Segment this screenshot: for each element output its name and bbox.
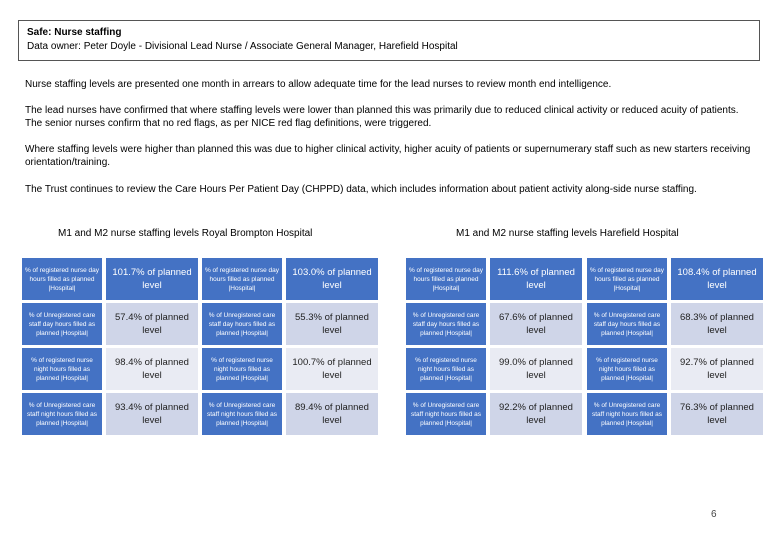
metric-value: 92.2% of planned level [490,393,582,435]
metric-value: 98.4% of planned level [106,348,198,390]
paragraph-1: Nurse staffing levels are presented one month in arrears to allow adequate time for the lead nurses to review month end intelligence. [25,79,612,90]
paragraph-3: Where staffing levels were higher than planned this was due to higher clinical activity, higher acuity of patients or supernumerary staff such as new starters receiving orientation/training. [25,144,751,168]
metric-value: 111.6% of planned level [490,258,582,300]
metric-value: 92.7% of planned level [671,348,763,390]
metric-label: % of Unregistered care staff day hours filled as planned |Hospital| [587,303,667,345]
metric-row [202,348,378,390]
grid-harefield-m1 [406,258,582,438]
metric-label: % of Unregistered care staff night hours filled as planned |Hospital| [406,393,486,435]
metric-label: % of Unregistered care staff day hours filled as planned |Hospital| [406,303,486,345]
metric-label: % of Unregistered care staff night hours filled as planned |Hospital| [22,393,102,435]
metric-value: 68.3% of planned level [671,303,763,345]
page-title: Safe: Nurse staffing [27,27,122,38]
harefield-section-title: M1 and M2 nurse staffing levels Harefield Hospital [456,228,679,239]
metric-label: % of registered nurse night hours filled as planned |Hospital| [202,348,282,390]
metric-value: 67.6% of planned level [490,303,582,345]
metric-value: 108.4% of planned level [671,258,763,300]
metric-row [202,258,378,300]
metric-value: 57.4% of planned level [106,303,198,345]
metric-label: % of registered nurse day hours filled as planned |Hospital| [587,258,667,300]
metric-row [202,303,378,345]
metric-value: 103.0% of planned level [286,258,378,300]
metric-row [202,393,378,435]
metric-label: % of registered nurse day hours filled as planned |Hospital| [22,258,102,300]
metric-label: % of registered nurse day hours filled as planned |Hospital| [202,258,282,300]
metric-row [22,348,198,390]
metric-row [22,303,198,345]
rbh-section-title: M1 and M2 nurse staffing levels Royal Brompton Hospital [58,228,313,239]
metric-row [22,258,198,300]
metric-row [587,258,763,300]
metric-value: 76.3% of planned level [671,393,763,435]
metric-row [587,348,763,390]
metric-value: 89.4% of planned level [286,393,378,435]
paragraph-2: The lead nurses have confirmed that where staffing levels were lower than planned this was primarily due to reduced clinical activity or reduced acuity of patients. The senior nurses confirm that no red flags, as per NICE red flag definitions, were triggered. [25,105,739,129]
metric-row [22,393,198,435]
metric-value: 55.3% of planned level [286,303,378,345]
header-box [18,20,760,61]
metric-label: % of Unregistered care staff day hours filled as planned |Hospital| [22,303,102,345]
metric-value: 101.7% of planned level [106,258,198,300]
metric-label: % of registered nurse day hours filled as planned |Hospital| [406,258,486,300]
metric-row [406,393,582,435]
metric-label: % of registered nurse night hours filled as planned |Hospital| [22,348,102,390]
data-owner: Data owner: Peter Doyle - Divisional Lead Nurse / Associate General Manager, Harefield Hospital [27,41,458,52]
metric-row [406,303,582,345]
metric-label: % of Unregistered care staff night hours filled as planned |Hospital| [587,393,667,435]
metric-label: % of Unregistered care staff night hours filled as planned |Hospital| [202,393,282,435]
metric-value: 93.4% of planned level [106,393,198,435]
grid-harefield-m2 [587,258,763,438]
metric-value: 100.7% of planned level [286,348,378,390]
grid-rbh-m1 [22,258,198,438]
metric-label: % of Unregistered care staff day hours filled as planned |Hospital| [202,303,282,345]
metric-label: % of registered nurse night hours filled as planned |Hospital| [406,348,486,390]
metric-row [406,258,582,300]
paragraph-4: The Trust continues to review the Care Hours Per Patient Day (CHPPD) data, which includes information about patient activity along-side nurse staffing. [25,184,697,195]
metric-value: 99.0% of planned level [490,348,582,390]
metric-label: % of registered nurse night hours filled as planned |Hospital| [587,348,667,390]
grid-rbh-m2 [202,258,378,438]
metric-row [587,303,763,345]
page-number: 6 [711,509,717,520]
metric-row [406,348,582,390]
metric-row [587,393,763,435]
